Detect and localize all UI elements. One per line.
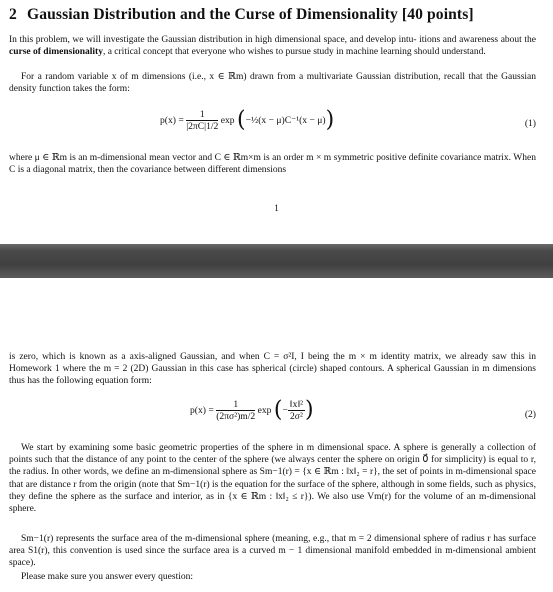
page-break-separator <box>0 244 553 278</box>
eq2-denominator: (2πσ²)m/2 <box>216 411 256 422</box>
sphere-definition-text: We start by examining some basic geometric properties of the sphere in m dimensional space. A sphere is generally a collection of points such that the distance of any point to the center of the sphere (we always center the sphere on origin 0⃗ for simplicity) is equal to r, the radius. In other words, we define an m-dimensional sphere as Sm−1(r) = {x ∈ ℝm : ‖x‖₂ = r}, the set of points in m-dimensional space that are distance r from the origin (note that Sm−1(r) is the equation for the surface of the sphere, although in some fields, such as physics, they define the sphere as the surface and interior, as in {x ∈ ℝm : ‖x‖₂ ≤ r}). We also use Vm(r) for the volume of an m-dimensional sphere. <box>9 443 536 515</box>
sphere-definition-paragraph <box>9 442 536 515</box>
page-1 <box>0 0 553 244</box>
eq2-exp: exp <box>257 405 272 416</box>
page-number: 1 <box>274 204 279 214</box>
spherical-gaussian-paragraph <box>9 351 536 388</box>
eq2-fraction <box>216 399 255 422</box>
intro-text-b: , a critical concept that everyone who wishes to pursue study in machine learning should understand. <box>102 47 486 58</box>
eq2-label: (2) <box>524 409 536 420</box>
equation-1: p(x) = $\frac{1}{|2\pi C|1/2}$ exp (−½(x − μ)C⁻¹(x − μ)) (1) <box>160 107 536 133</box>
eq1-exponent: −½(x − μ)C⁻¹(x − μ) <box>245 115 326 126</box>
intro-paragraph <box>9 34 536 58</box>
eq2-inner-denominator: 2σ² <box>290 411 303 422</box>
density-intro-paragraph <box>9 71 536 95</box>
spherical-gaussian-text: is zero, which is known as a axis-aligned Gaussian, and when C = σ²I, I being the m × m identity matrix, we already saw this in Homework 1 where the m = 2 (2D) Gaussian in this case has spherical (circle) shaped contours. A spherical Gaussian in m dimensions thus has the following equation form: <box>9 352 536 387</box>
section-title: Gaussian Distribution and the Curse of Dimensionality [40 points] <box>27 6 474 23</box>
eq2-inner-fraction <box>288 399 305 422</box>
density-intro-text: For a random variable x of m dimensions (i.e., x ∈ ℝm) drawn from a multivariate Gaussian distribution, recall that the Gaussian density function takes the form: <box>9 72 536 95</box>
eq1-fraction <box>186 109 218 132</box>
instructions-paragraph <box>9 571 536 583</box>
eq2-lhs: p(x) = <box>190 405 214 416</box>
eq1-lhs: p(x) = <box>160 115 184 126</box>
surface-area-text: Sm−1(r) represents the surface area of the m-dimensional sphere (meaning, e.g., that m = 2 dimensional sphere of radius r has surface area S1(r), this convention is used since the surface area is a curved m − 1 dimensional manifold embedded in m-dimensional ambient space). <box>9 534 536 569</box>
instructions-text: Please make sure you answer every question: <box>21 572 194 582</box>
eq2-numerator: 1 <box>216 399 255 411</box>
intro-text-a: In this problem, we will investigate the Gaussian distribution in high dimensional space, and develop intu- itions and awareness about the <box>9 35 536 45</box>
covariance-text: where μ ∈ ℝm is an m-dimensional mean vector and C ∈ ℝm×m is an order m × m symmetric positive definite covariance matrix. When C is a diagonal matrix, then the covariance between different dimensions <box>9 153 536 176</box>
eq1-denominator: |2πC|1/2 <box>186 121 219 132</box>
section-number: 2 <box>9 6 17 23</box>
intro-bold-term: curse of dimensionality <box>9 47 103 58</box>
equation-2: p(x) = $\frac{1}{\text{(2πσ²)m/2}}$ exp (− $\frac{\text{‖x‖²}}{\text{2σ²}}$ ) (2) <box>190 397 536 423</box>
eq2-inner-numerator: ‖x‖² <box>289 399 303 410</box>
page-2 <box>0 278 553 592</box>
eq1-label: (1) <box>524 118 536 129</box>
eq1-numerator: 1 <box>186 109 218 121</box>
covariance-paragraph <box>9 152 536 176</box>
section-heading <box>9 6 474 24</box>
surface-area-paragraph <box>9 533 536 570</box>
eq1-exp: exp <box>220 115 235 126</box>
